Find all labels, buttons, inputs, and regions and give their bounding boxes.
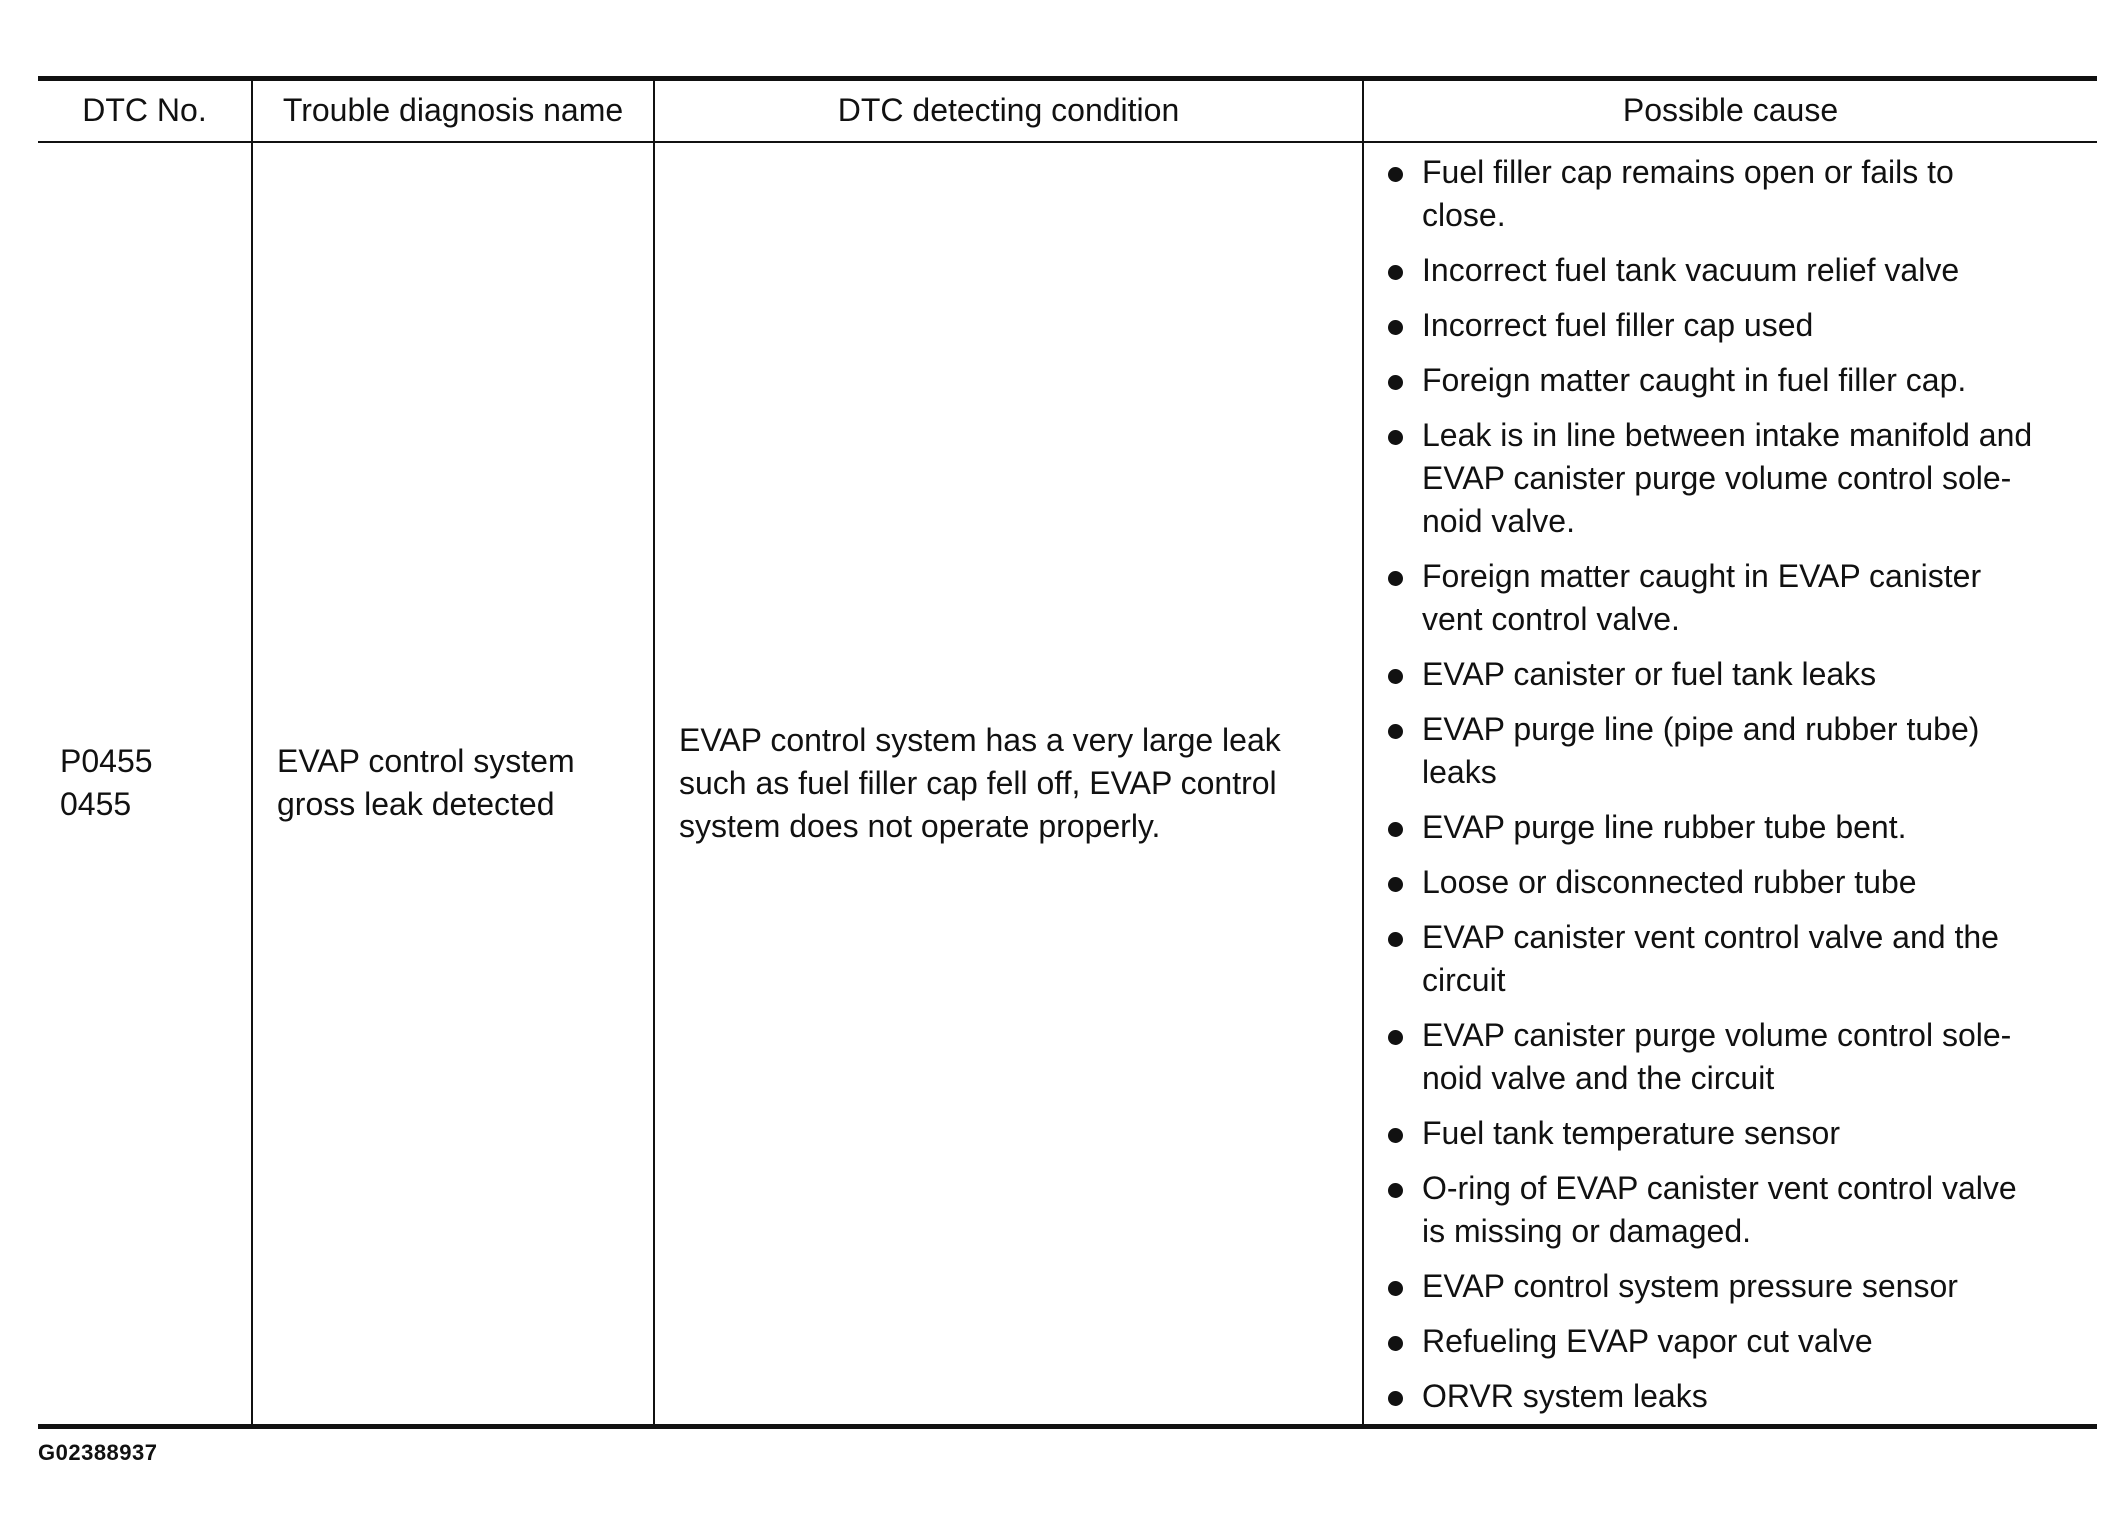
cause-text-line: noid valve and the circuit xyxy=(1422,1059,1775,1096)
trouble-name-line: gross leak detected xyxy=(277,786,555,822)
cause-item xyxy=(1384,1167,2083,1253)
dtc-code-short: 0455 xyxy=(60,786,132,822)
cause-text-line: EVAP canister vent control valve and the xyxy=(1422,918,1999,955)
cause-text-line: Incorrect fuel tank vacuum relief valve xyxy=(1422,251,1960,288)
cause-text-line: EVAP canister or fuel tank leaks xyxy=(1422,655,1877,692)
cause-item xyxy=(1384,916,2083,1002)
detecting-condition-cell xyxy=(654,142,1363,1427)
cause-text-line: leaks xyxy=(1422,753,1497,790)
cause-item xyxy=(1384,806,2083,849)
dtc-code-cell xyxy=(38,142,252,1427)
cause-text-line: EVAP canister purge volume control sole- xyxy=(1422,1016,2012,1053)
table-row xyxy=(38,142,2097,1427)
cause-text-line: Fuel tank temperature sensor xyxy=(1422,1114,1840,1151)
cause-text-line: Loose or disconnected rubber tube xyxy=(1422,863,1917,900)
cause-list xyxy=(1384,151,2083,1418)
cause-text-line: Leak is in line between intake manifold and xyxy=(1422,416,2033,453)
cause-text-line: O-ring of EVAP canister vent control valve xyxy=(1422,1169,2017,1206)
cause-text-line: close. xyxy=(1422,196,1506,233)
cause-item xyxy=(1384,1014,2083,1100)
possible-cause-cell xyxy=(1363,142,2097,1427)
cause-item xyxy=(1384,708,2083,794)
header-trouble-name: Trouble diagnosis name xyxy=(252,79,654,142)
cause-item xyxy=(1384,304,2083,347)
trouble-name-line: EVAP control system xyxy=(277,743,575,779)
cause-item xyxy=(1384,151,2083,237)
cause-text-line: noid valve. xyxy=(1422,502,1575,539)
cause-text-line: Refueling EVAP vapor cut valve xyxy=(1422,1322,1873,1359)
cause-text-line: Fuel filler cap remains open or fails to xyxy=(1422,153,1954,190)
figure-code: G02388937 xyxy=(38,1440,158,1465)
trouble-name-cell xyxy=(252,142,654,1427)
condition-line: system does not operate properly. xyxy=(679,807,1161,844)
cause-text-line: circuit xyxy=(1422,961,1506,998)
cause-text-line: vent control valve. xyxy=(1422,600,1680,637)
condition-line: such as fuel filler cap fell off, EVAP control xyxy=(679,764,1277,801)
dtc-code: P0455 xyxy=(60,743,153,779)
cause-text-line: Foreign matter caught in fuel filler cap. xyxy=(1422,361,1967,398)
cause-item xyxy=(1384,861,2083,904)
header-possible-cause: Possible cause xyxy=(1363,79,2097,142)
cause-text-line: EVAP purge line (pipe and rubber tube) xyxy=(1422,710,1980,747)
cause-item xyxy=(1384,555,2083,641)
header-row xyxy=(38,79,2097,142)
cause-text-line: EVAP control system pressure sensor xyxy=(1422,1267,1958,1304)
cause-item xyxy=(1384,1112,2083,1155)
cause-item xyxy=(1384,1265,2083,1308)
cause-item xyxy=(1384,1320,2083,1363)
dtc-table xyxy=(38,76,2097,1429)
header-detecting-condition: DTC detecting condition xyxy=(654,79,1363,142)
cause-text-line: ORVR system leaks xyxy=(1422,1377,1708,1414)
cause-text-line: Incorrect fuel filler cap used xyxy=(1422,306,1814,343)
cause-item xyxy=(1384,249,2083,292)
cause-item xyxy=(1384,414,2083,543)
cause-text-line: EVAP purge line rubber tube bent. xyxy=(1422,808,1907,845)
header-dtc-no: DTC No. xyxy=(38,79,252,142)
condition-line: EVAP control system has a very large leak xyxy=(679,721,1281,758)
cause-item xyxy=(1384,653,2083,696)
cause-item xyxy=(1384,1375,2083,1418)
cause-text-line: is missing or damaged. xyxy=(1422,1212,1752,1249)
cause-item xyxy=(1384,359,2083,402)
cause-text-line: Foreign matter caught in EVAP canister xyxy=(1422,557,1982,594)
cause-text-line: EVAP canister purge volume control sole- xyxy=(1422,459,2012,496)
